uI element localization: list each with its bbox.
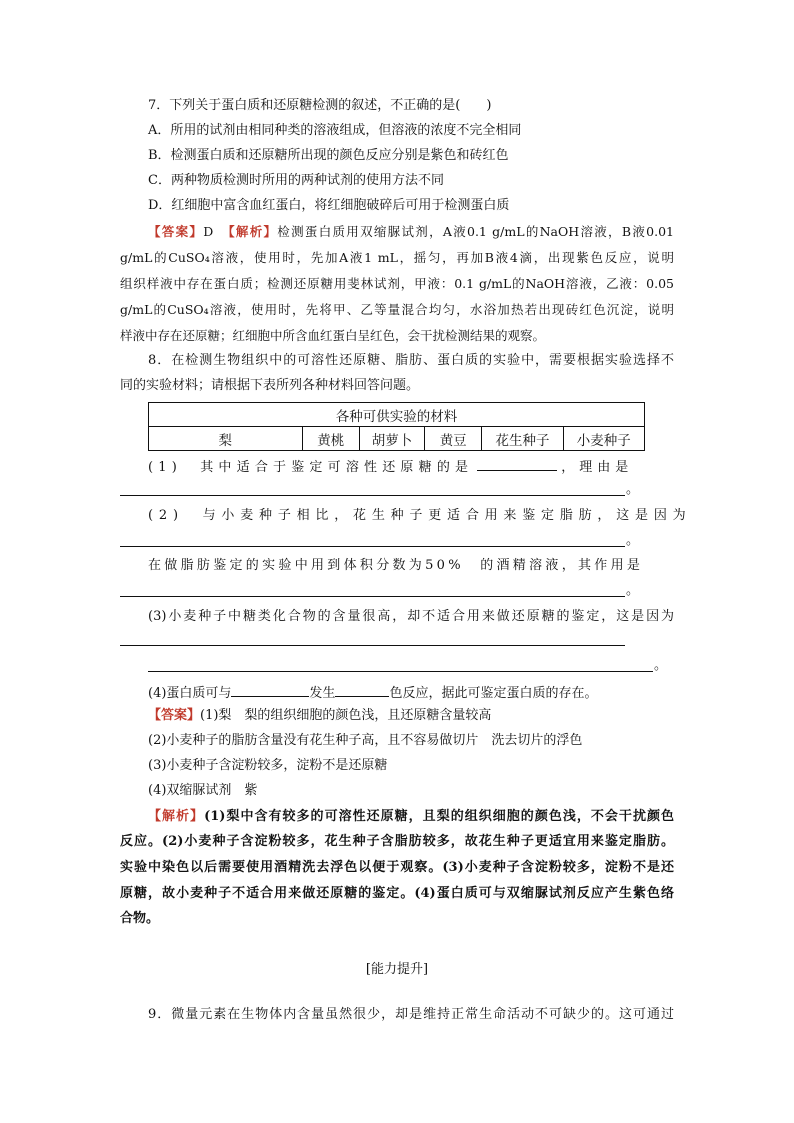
answer-line[interactable]: [120, 495, 625, 496]
q8-sub1-blank[interactable]: [477, 456, 557, 471]
answer-line[interactable]: [120, 645, 625, 646]
q7-analysis-line-1: 检测蛋白质用双缩脲试剂，A液0.1 g/mL的NaOH溶液，B液0.01: [277, 224, 674, 239]
q7-answer: D: [203, 224, 214, 239]
material-cell: 黄桃: [302, 427, 359, 451]
material-cell: 花生种子: [482, 427, 563, 451]
answer-line[interactable]: [120, 596, 625, 597]
q7-option-b: B．检测蛋白质和还原糖所出现的颜色反应分别是紫色和砖红色: [148, 148, 509, 163]
q8-sub4-blank-2[interactable]: [335, 682, 389, 697]
q7-option-a: A．所用的试剂由相同种类的溶液组成，但溶液的浓度不完全相同: [148, 123, 522, 138]
q8-answer-line-1: [148, 707, 491, 725]
answer-line[interactable]: [148, 671, 653, 672]
q8-sub4-line: [148, 682, 597, 703]
materials-table: [148, 402, 645, 451]
q8-analysis-line-5: 合物。: [120, 911, 160, 926]
q7-analysis-line-3: 组织样液中存在蛋白质；检测还原糖用斐林试剂，甲液：0.1 g/mL的NaOH溶液，乙液：0.05: [120, 276, 674, 291]
q8-sub1-line: [148, 456, 674, 477]
period: 。: [626, 482, 640, 497]
q8-sub1-reason: ，理由是: [561, 460, 634, 475]
section-heading: [能力提升]: [365, 962, 429, 977]
q7-option-c: C．两种物质检测时所用的两种试剂的使用方法不同: [148, 173, 444, 188]
period: 。: [654, 658, 668, 673]
q8-sub4-text-a: (4)蛋白质可与: [148, 686, 232, 701]
q8-sub2-text: (2) 与小麦种子相比，花生种子更适合用来鉴定脂肪，这是因为: [148, 508, 692, 523]
period: 。: [626, 533, 640, 548]
q8-sub4-text-c: 色反应，据此可鉴定蛋白质的存在。: [389, 686, 598, 701]
q8-analysis-line-1-wrap: [148, 808, 674, 826]
q8-sub3-text: (3)小麦种子中糖类化合物的含量很高，却不适合用来做还原糖的鉴定，这是因为: [148, 609, 674, 624]
q8-analysis-line-3: 实验中染色以后需要使用酒精洗去浮色以便于观察。(3)小麦种子含淀粉较多，淀粉不是还: [120, 860, 674, 875]
q8-sub4-text-b: 发生: [309, 686, 336, 701]
q8-answer-2: (2)小麦种子的脂肪含量没有花生种子高，且不容易做切片 洗去切片的浮色: [148, 733, 583, 748]
q8-stem-line-1: 8．在检测生物组织中的可溶性还原糖、脂肪、蛋白质的实验中，需要根据实验选择不: [148, 353, 674, 368]
answer-line[interactable]: [120, 546, 625, 547]
material-cell: 黄豆: [425, 427, 482, 451]
period: 。: [626, 583, 640, 598]
q7-analysis-tag: 【解析】: [228, 224, 278, 239]
q7-option-d: D．红细胞中富含血红蛋白，将红细胞破碎后可用于检测蛋白质: [148, 198, 510, 213]
q7-analysis-line-4: g/mL的CuSO₄溶液，使用时，先将甲、乙等量混合均匀，水浴加热若出现砖红色沉淀，说明: [120, 302, 674, 317]
q8-answer-1: (1)梨 梨的组织细胞的颜色浅，且还原糖含量较高: [200, 708, 492, 723]
q8-analysis-line-2: 反应。(2)小麦种子含淀粉较多，花生种子含脂肪较多，故花生种子更适宜用来鉴定脂肪。: [120, 834, 674, 849]
material-cell: 胡萝卜: [359, 427, 424, 451]
q7-answer-tag: 【答案】: [148, 224, 204, 239]
materials-table-header: 各种可供实验的材料: [149, 403, 645, 427]
q7-analysis-line-2: g/mL的CuSO₄溶液，使用时，先加A液1 mL，摇匀，再加B液4滴，出现紫色反应，说明: [120, 250, 674, 265]
q8-answer-3: (3)小麦种子含淀粉较多，淀粉不是还原糖: [148, 758, 388, 773]
q7-answer-line: [148, 223, 674, 241]
q8-analysis-tag: 【解析】: [148, 809, 205, 824]
q8-sub2b-text: 在做脂肪鉴定的实验中用到体积分数为50% 的酒精溶液，其作用是: [148, 558, 644, 573]
q8-analysis-line-1: (1)梨中含有较多的可溶性还原糖，且梨的组织细胞的颜色浅，不会干扰颜色: [204, 809, 674, 824]
q8-answer-tag: 【答案】: [148, 708, 201, 723]
material-cell: 小麦种子: [563, 427, 644, 451]
q8-answer-4: (4)双缩脲试剂 紫: [148, 783, 258, 798]
q8-sub1-text: (1) 其中适合于鉴定可溶性还原糖的是: [148, 460, 474, 475]
q8-stem-line-2: 同的实验材料；请根据下表所列各种材料回答问题。: [120, 378, 420, 393]
material-cell: 梨: [149, 427, 303, 451]
q9-stem: 9．微量元素在生物体内含量虽然很少，却是维持正常生命活动不可缺少的。这可通过: [148, 1007, 674, 1022]
q8-analysis-line-4: 原糖，故小麦种子不适合用来做还原糖的鉴定。(4)蛋白质可与双缩脲试剂反应产生紫色络: [120, 886, 674, 901]
q8-sub4-blank-1[interactable]: [231, 682, 309, 697]
q7-stem: 7．下列关于蛋白质和还原糖检测的叙述，不正确的是( ): [148, 98, 492, 113]
q7-analysis-line-5: 样液中存在还原糖；红细胞中所含血红蛋白呈红色，会干扰检测结果的观察。: [120, 328, 546, 343]
